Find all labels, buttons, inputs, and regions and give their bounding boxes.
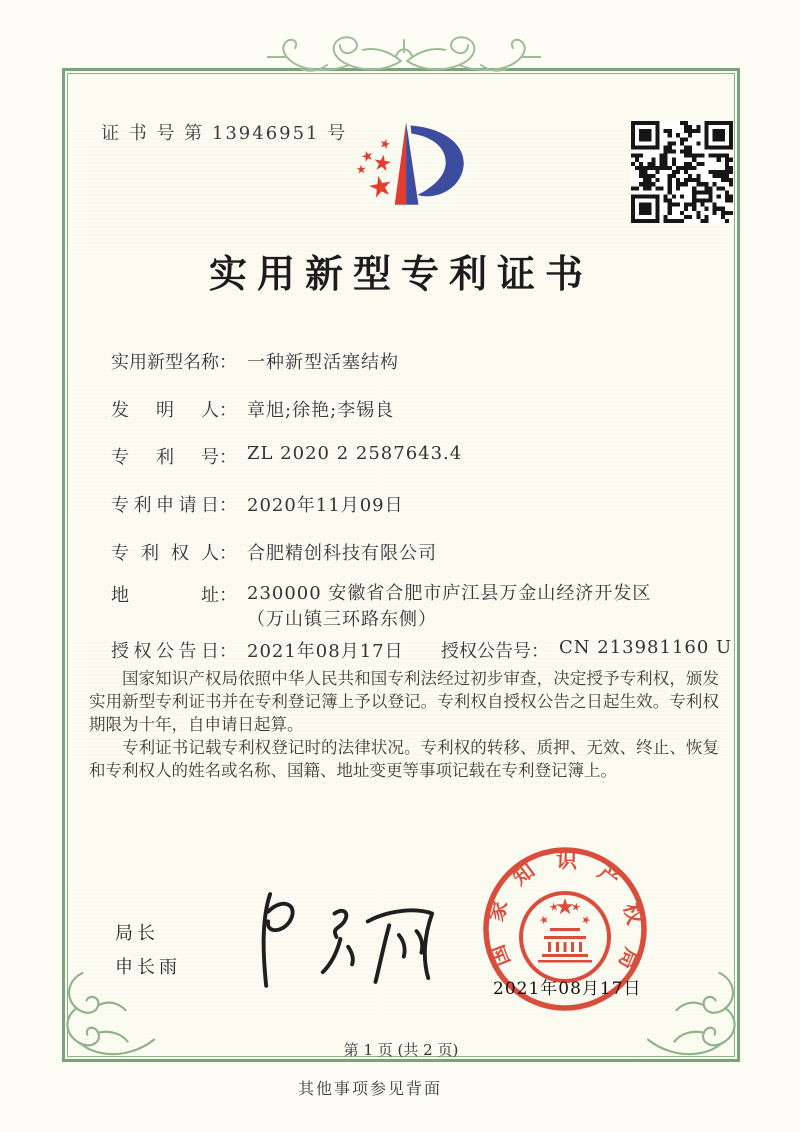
legal-paragraph: 专利证书记载专利权登记时的法律状况。专利权的转移、质押、无效、终止、恢复和专利权人的姓名或名称、国籍、地址变更等事项记载在专利登记簿上。 bbox=[89, 738, 719, 780]
certificate-border bbox=[62, 68, 740, 1062]
field-colon: ： bbox=[219, 352, 237, 373]
field-value: ZL 2020 2 2587643.4 bbox=[247, 443, 463, 464]
field-label: 专利权人 bbox=[111, 543, 219, 564]
field-colon: ： bbox=[219, 495, 237, 516]
field-value: 合肥精创科技有限公司 bbox=[247, 543, 437, 564]
field-row-filing-date bbox=[111, 491, 404, 517]
field-value: 2020年11月09日 bbox=[247, 495, 404, 516]
field-row-name bbox=[111, 348, 399, 374]
field-label: 发明人 bbox=[111, 400, 219, 421]
field-colon: ： bbox=[219, 543, 237, 564]
seal-date: 2021年08月17日 bbox=[493, 979, 642, 999]
field-label: 专利号 bbox=[111, 447, 219, 468]
field-row-address bbox=[111, 581, 671, 633]
field-label: 地址 bbox=[111, 585, 219, 606]
field-colon: ： bbox=[219, 447, 237, 468]
field-colon: ： bbox=[219, 641, 237, 662]
top-flourish-ornament bbox=[267, 25, 541, 85]
field-colon: ： bbox=[531, 641, 549, 662]
legal-text bbox=[89, 667, 719, 782]
cnipa-patent-logo-icon bbox=[341, 111, 473, 221]
field-row-inventors bbox=[111, 396, 394, 422]
field-label: 授权公告日 bbox=[111, 641, 219, 662]
field-value: 230000 安徽省合肥市庐江县万金山经济开发区（万山镇三环路东侧） bbox=[247, 583, 652, 630]
officer-name: 申长雨 bbox=[115, 957, 181, 978]
field-row-grant bbox=[111, 637, 733, 663]
field-row-patentee bbox=[111, 539, 437, 565]
field-colon: ： bbox=[219, 400, 237, 421]
field-value: 一种新型活塞结构 bbox=[247, 352, 399, 373]
legal-paragraph: 国家知识产权局依照中华人民共和国专利法经过初步审查，决定授予专利权，颁发实用新型专利证书并在专利登记簿上予以登记。专利权自授权公告之日起生效。专利权期限为十年，自申请日起算。 bbox=[89, 669, 719, 734]
field-row-patent-number bbox=[111, 443, 462, 469]
certificate-number: 证 书 号 第 13946951 号 bbox=[101, 123, 348, 144]
certificate-title: 实用新型专利证书 bbox=[208, 251, 593, 296]
field-colon: ： bbox=[219, 585, 237, 606]
field-label: 授权公告号 bbox=[441, 641, 531, 662]
field-label: 实用新型名称 bbox=[111, 352, 219, 373]
seal-emblem bbox=[521, 893, 609, 981]
qr-code bbox=[631, 121, 733, 223]
field-value: CN 213981160 U bbox=[559, 637, 733, 658]
officer-title: 局长 bbox=[115, 923, 159, 944]
seal-text: 国家知识产权局 bbox=[482, 847, 649, 974]
director-signature bbox=[233, 883, 438, 993]
field-value: 章旭;徐艳;李锡良 bbox=[247, 400, 395, 421]
field-pair-grant-number bbox=[441, 637, 732, 663]
field-label: 专利申请日 bbox=[111, 495, 219, 516]
field-value: 2021年08月17日 bbox=[247, 641, 404, 662]
back-note: 其他事项参见背面 bbox=[297, 1079, 442, 1098]
page-number: 第 1 页 (共 2 页) bbox=[343, 1041, 459, 1059]
